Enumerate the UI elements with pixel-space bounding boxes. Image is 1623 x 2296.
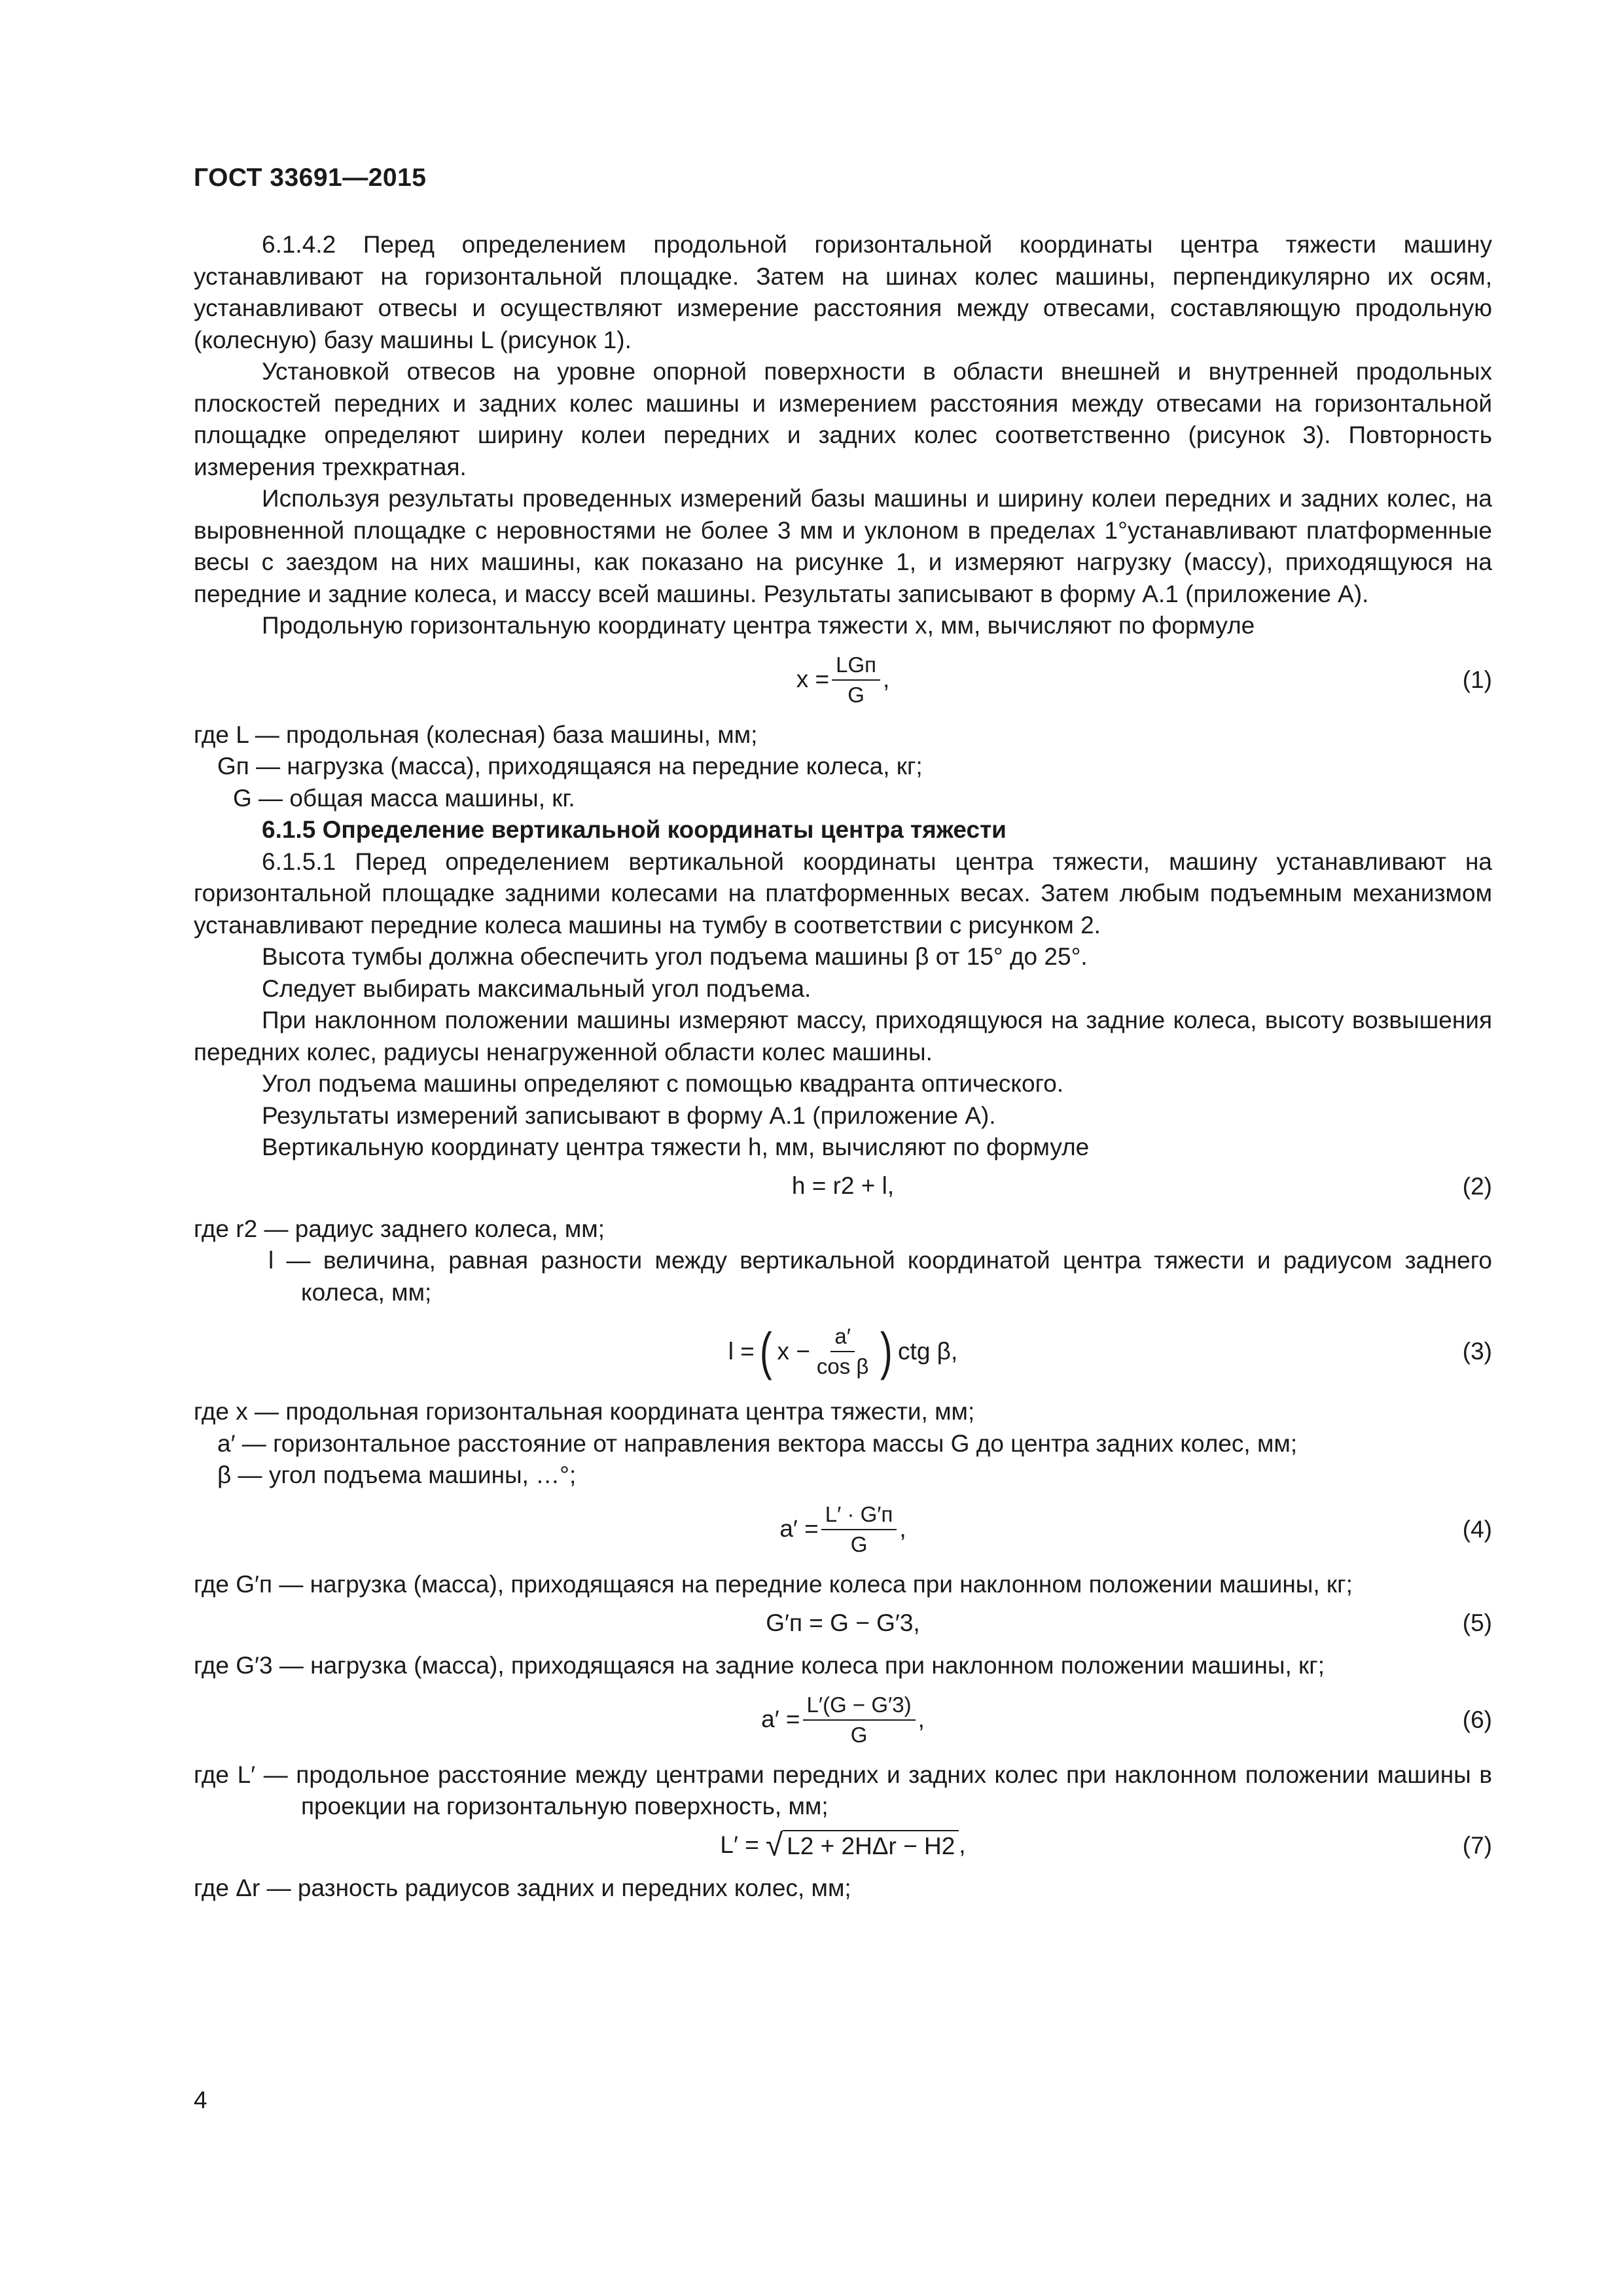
definition-line: где G′3 — нагрузка (масса), приходящаяся на задние колеса при наклонном положении машины, кг; bbox=[194, 1652, 1325, 1679]
paragraph: 6.1.4.2 Перед определением продольной горизонтальной координаты центра тяжести машину устанавливают на горизонтальной площадке. Затем на шинах колес машины, перпендикулярно их осям, устанавливают отвесы и осуществляют измерение расстояния между отвесами, составляющую продольную (колесную) базу машины L (рисунок 1). bbox=[194, 231, 1492, 353]
formula-7 bbox=[194, 1825, 1492, 1866]
document-body bbox=[194, 229, 1492, 1904]
definition-line: a′ — горизонтальное расстояние от направления вектора массы G до центра задних колес, мм; bbox=[217, 1429, 1298, 1457]
formula-lhs: L′ = bbox=[720, 1831, 759, 1859]
definition-line: где L′ — продольное расстояние между центрами передних и задних колес при наклонном положении машины в проекции на горизонтальную поверхность, мм; bbox=[194, 1761, 1492, 1820]
formula-3 bbox=[194, 1312, 1492, 1391]
fraction-denominator: G bbox=[847, 682, 865, 707]
definition-line: где L — продольная (колесная) база машины, мм; bbox=[194, 721, 758, 748]
definition-line: l — величина, равная разности между вертикальной координатой центра тяжести и радиусом заднего колеса, мм; bbox=[268, 1247, 1492, 1306]
formula-tail: , bbox=[959, 1831, 966, 1859]
equation-number: (7) bbox=[1462, 1831, 1492, 1859]
formula-lhs: l = bbox=[728, 1337, 755, 1365]
fraction-denominator: cos β bbox=[816, 1354, 869, 1378]
fraction-denominator: G bbox=[850, 1532, 868, 1556]
page-number: 4 bbox=[194, 2087, 207, 2113]
formula-4 bbox=[194, 1496, 1492, 1564]
formula-5 bbox=[194, 1603, 1492, 1643]
left-paren: ( bbox=[759, 1322, 772, 1380]
formula-lhs: a′ = bbox=[761, 1706, 800, 1733]
equation-number: (5) bbox=[1462, 1609, 1492, 1636]
fraction-denominator: G bbox=[850, 1722, 868, 1747]
equation-number: (1) bbox=[1462, 666, 1492, 693]
fraction-numerator: L′ · G′п bbox=[821, 1501, 897, 1530]
paragraph: Установкой отвесов на уровне опорной поверхности в области внешней и внутренней продольных плоскостей передних и задних колес машины и измерением расстояния между отвесами на горизонтальной площадке определяют ширину колеи передних и задних колес соответственно (рисунок 3). Повторность измерения трехкратная. bbox=[194, 358, 1492, 480]
formula-tail: , bbox=[918, 1706, 925, 1733]
formula-tail: , bbox=[899, 1515, 906, 1543]
paragraph: При наклонном положении машины измеряют массу, приходящуюся на задние колеса, высоту возвышения передних колес, радиусы ненагруженной области колес машины. bbox=[194, 1007, 1492, 1066]
radicand: L2 + 2HΔr − H2 bbox=[783, 1830, 959, 1861]
definition-line: β — угол подъема машины, …°; bbox=[217, 1462, 577, 1488]
square-root bbox=[765, 1827, 959, 1863]
paragraph: Угол подъема машины определяют с помощью квадранта оптического. bbox=[262, 1070, 1064, 1097]
equation-number: (6) bbox=[1462, 1706, 1492, 1733]
equation-number: (3) bbox=[1462, 1337, 1492, 1365]
equation-number: (2) bbox=[1462, 1172, 1492, 1200]
fraction bbox=[813, 1323, 873, 1380]
paragraph: 6.1.5.1 Перед определением вертикальной координаты центра тяжести, машину устанавливают на горизонтальной площадке задними колесами на платформенных весах. Затем любым подъемным механизмом устанавливают передние колеса машины на тумбу в соответствии с рисунком 2. bbox=[194, 848, 1492, 939]
radical-sign: √ bbox=[765, 1827, 783, 1863]
formula-lhs: a′ = bbox=[779, 1515, 819, 1543]
formula-2 bbox=[194, 1166, 1492, 1207]
definition-line: где r2 — радиус заднего колеса, мм; bbox=[194, 1215, 605, 1242]
paragraph: Вертикальную координату центра тяжести h, мм, вычисляют по формуле bbox=[262, 1134, 1090, 1160]
fraction bbox=[803, 1692, 916, 1748]
right-paren: ) bbox=[880, 1322, 893, 1380]
fraction-numerator: LGп bbox=[832, 652, 880, 681]
definition-line: где G′п — нагрузка (масса), приходящаяся на передние колеса при наклонном положении машины, кг; bbox=[194, 1570, 1353, 1598]
formula-tail: ctg β, bbox=[898, 1337, 958, 1365]
definition-line: где Δr — разность радиусов задних и передних колес, мм; bbox=[194, 1874, 851, 1901]
paragraph: Используя результаты проведенных измерений базы машины и ширину колеи передних и задних колес, на выровненной площадке с неровностями не более 3 мм и уклоном в пределах 1°устанавливают платформенные весы с заездом на них машины, как показано на рисунке 1, и измеряют нагрузку (массу), приходящуюся на передние и задние колеса, и массу всей машины. Результаты записывают в форму А.1 (приложение А). bbox=[194, 485, 1492, 607]
formula-tail: , bbox=[883, 666, 890, 693]
section-heading: 6.1.5 Определение вертикальной координаты центра тяжести bbox=[262, 816, 1007, 843]
definition-line: G — общая масса машины, кг. bbox=[233, 784, 575, 812]
document-header: ГОСТ 33691—2015 bbox=[194, 164, 427, 192]
paragraph: Высота тумбы должна обеспечить угол подъема машины β от 15° до 25°. bbox=[262, 943, 1088, 970]
fraction-numerator: L′(G − G′3) bbox=[803, 1692, 916, 1721]
fraction bbox=[821, 1501, 897, 1558]
paragraph: Результаты измерений записывают в форму А.1 (приложение А). bbox=[262, 1102, 996, 1129]
paragraph: Продольную горизонтальную координату центра тяжести x, мм, вычисляют по формуле bbox=[262, 612, 1255, 639]
equation-number: (4) bbox=[1462, 1515, 1492, 1543]
formula-lhs: x = bbox=[796, 666, 830, 693]
formula-text: h = r2 + l, bbox=[791, 1172, 895, 1200]
paragraph: Следует выбирать максимальный угол подъема. bbox=[262, 975, 812, 1002]
definition-line: Gп — нагрузка (масса), приходящаяся на передние колеса, кг; bbox=[217, 753, 923, 780]
formula-6 bbox=[194, 1686, 1492, 1754]
fraction-numerator: a′ bbox=[830, 1323, 855, 1352]
formula-1 bbox=[194, 646, 1492, 714]
fraction bbox=[832, 652, 880, 708]
formula-text: G′п = G − G′3, bbox=[766, 1609, 920, 1636]
definition-line: где x — продольная горизонтальная координата центра тяжести, мм; bbox=[194, 1398, 975, 1425]
formula-inner-lead: x − bbox=[777, 1337, 810, 1365]
